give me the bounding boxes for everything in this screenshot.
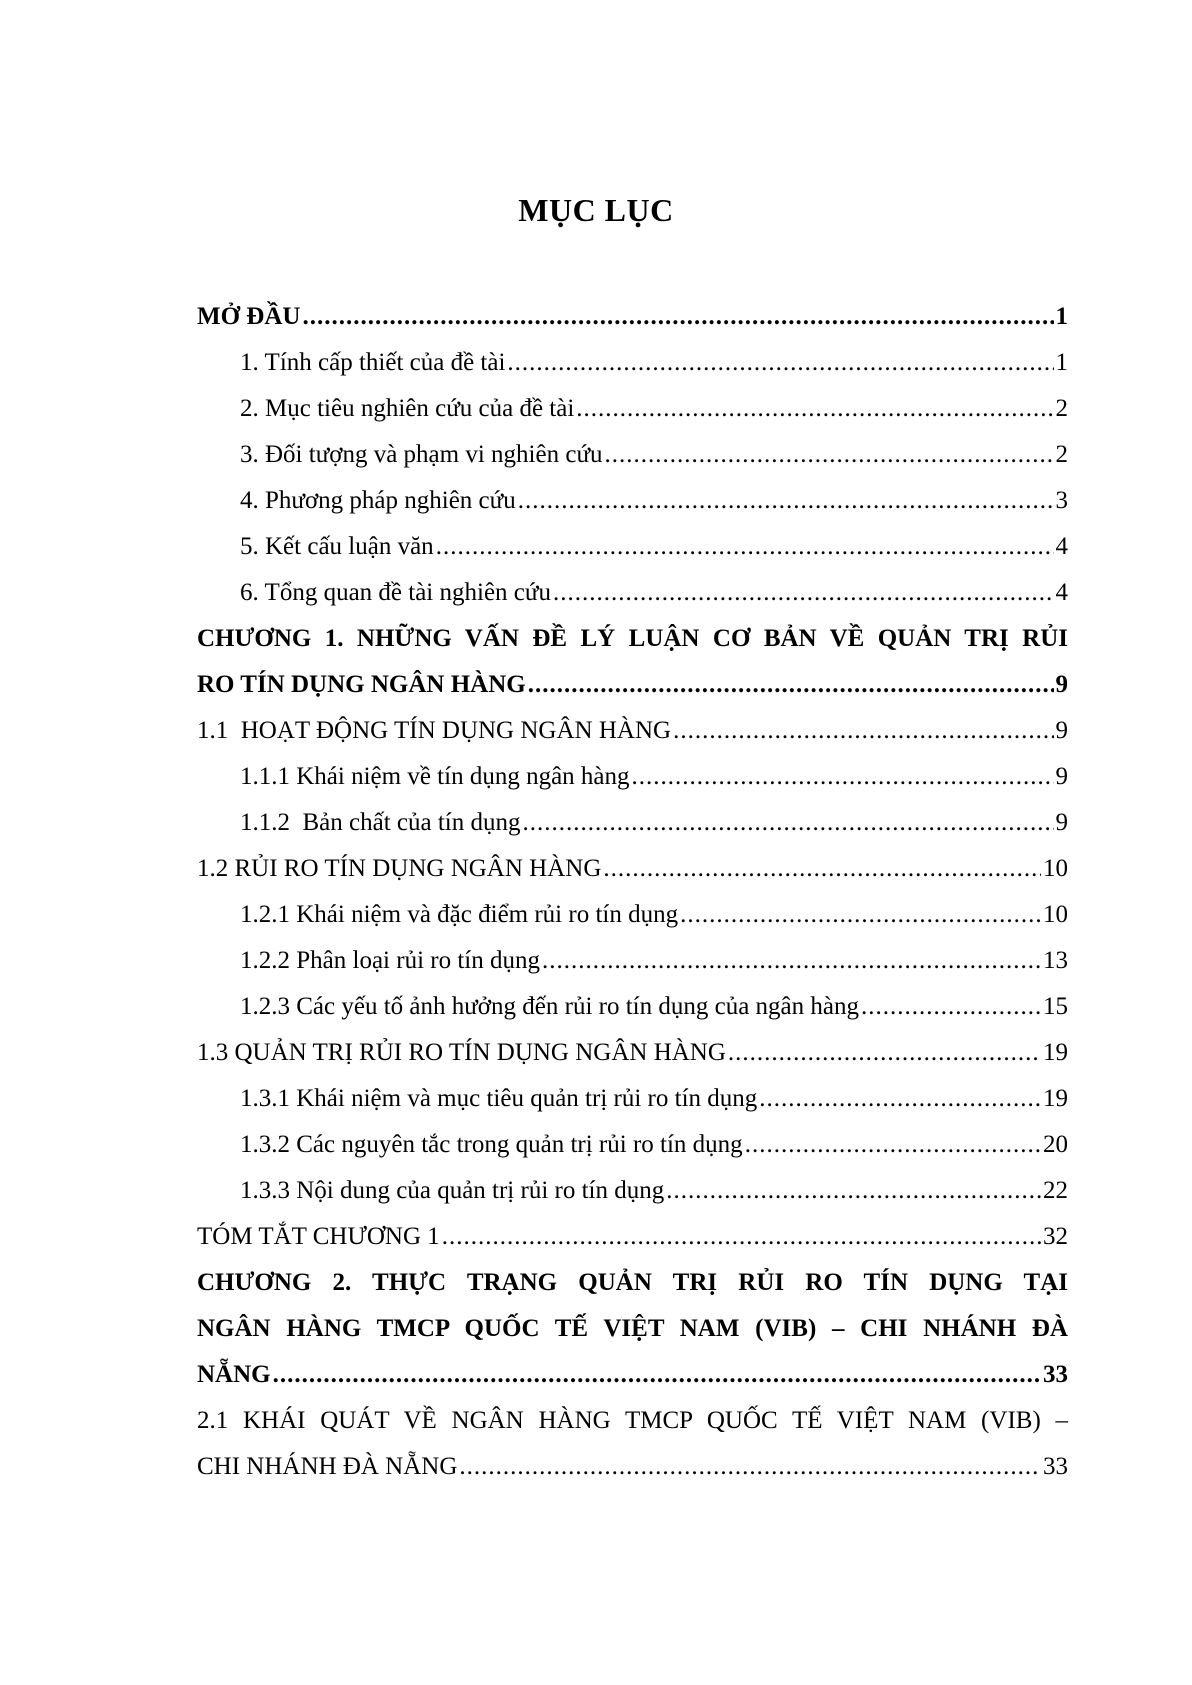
toc-entry-label: 3. Đối tượng và phạm vi nghiên cứu [240,441,603,468]
toc-entry-chapter-2[interactable] [197,1352,1068,1398]
toc-entry-page: 10 [1043,901,1068,928]
toc-entry-page: 19 [1043,1085,1068,1112]
toc-entry-1-2-3[interactable] [197,984,1068,1030]
page-title: MỤC LỤC [518,192,674,228]
dot-leader [632,754,1054,800]
toc-entry-1-3-2[interactable] [197,1122,1068,1168]
toc-entry-page: 2 [1055,441,1068,468]
toc-entry-summary-1[interactable] [197,1214,1068,1260]
toc-entry-page: 33 [1043,1453,1068,1480]
toc-entry-1-1[interactable] [197,708,1068,754]
table-of-contents [197,294,1068,1490]
toc-entry-chapter-2-line2[interactable] [197,1306,1068,1352]
toc-entry-1-2-2[interactable] [197,938,1068,984]
toc-entry-label: TÓM TẮT CHƯƠNG 1 [197,1223,440,1250]
toc-entry-label: CHI NHÁNH ĐÀ NẴNG [197,1453,458,1480]
toc-entry-1-2-1[interactable] [197,892,1068,938]
toc-entry-page: 1 [1055,303,1068,330]
toc-entry-page: 10 [1043,855,1068,882]
toc-entry-label: 4. Phương pháp nghiên cứu [240,487,516,514]
toc-entry-1-3-3[interactable] [197,1168,1068,1214]
dot-leader [666,1168,1041,1214]
toc-entry-label: 2. Mục tiêu nghiên cứu của đề tài [240,395,575,422]
dot-leader [680,892,1041,938]
toc-entry-page: 2 [1055,395,1068,422]
toc-entry-1-3-1[interactable] [197,1076,1068,1122]
dot-leader [523,800,1054,846]
dot-leader [861,984,1041,1030]
dot-leader [745,1122,1041,1168]
toc-entry-intro[interactable] [197,294,1068,340]
toc-entry-page: 13 [1043,947,1068,974]
toc-entry-page: 19 [1043,1039,1068,1066]
dot-leader [518,478,1054,524]
toc-entry-label: 6. Tổng quan đề tài nghiên cứu [240,579,551,606]
toc-entry-page: 9 [1055,809,1068,836]
toc-entry-page: 3 [1055,487,1068,514]
toc-entry-label: NẴNG [197,1361,271,1388]
dot-leader [553,570,1054,616]
toc-entry-label: 1.2 RỦI RO TÍN DỤNG NGÂN HÀNG [197,855,602,882]
toc-entry-label: 1.3.2 Các nguyên tắc trong quản trị rủi ro tín dụng [240,1131,743,1158]
dot-leader [605,432,1054,478]
toc-entry-label: RO TÍN DỤNG NGÂN HÀNG [197,671,526,698]
toc-entry-chapter-2-line1[interactable] [197,1260,1068,1306]
toc-entry-label: 1.1.1 Khái niệm về tín dụng ngân hàng [240,763,630,790]
toc-entry-page: 9 [1055,763,1068,790]
dot-leader [302,294,1053,340]
toc-entry-label: 1.3.1 Khái niệm và mục tiêu quản trị rủi ro tín dụng [240,1085,758,1112]
toc-entry-1-1-2[interactable] [197,800,1068,846]
dot-leader [542,938,1041,984]
toc-entry-label: CHƯƠNG 2. THỰC TRẠNG QUẢN TRỊ RỦI RO TÍN DỤNG TẠI [197,1269,1068,1296]
dot-leader [273,1352,1041,1398]
toc-entry-page: 15 [1043,993,1068,1020]
toc-entry-page: 20 [1043,1131,1068,1158]
dot-leader [436,524,1054,570]
dot-leader [459,1444,1041,1490]
toc-entry-intro-5[interactable] [197,524,1068,570]
toc-entry-label: NGÂN HÀNG TMCP QUỐC TẾ VIỆT NAM (VIB) – CHI NHÁNH ĐÀ [197,1315,1068,1342]
toc-entry-page: 22 [1043,1177,1068,1204]
toc-entry-label: 1.1 HOẠT ĐỘNG TÍN DỤNG NGÂN HÀNG [197,717,672,744]
toc-entry-intro-2[interactable] [197,386,1068,432]
dot-leader [528,662,1054,708]
toc-entry-1-1-1[interactable] [197,754,1068,800]
toc-entry-intro-6[interactable] [197,570,1068,616]
toc-entry-1-2[interactable] [197,846,1068,892]
dot-leader [759,1076,1041,1122]
toc-entry-page: 32 [1043,1223,1068,1250]
dot-leader [507,340,1053,386]
toc-entry-intro-4[interactable] [197,478,1068,524]
toc-entry-1-3[interactable] [197,1030,1068,1076]
toc-entry-label: 1. Tính cấp thiết của đề tài [240,349,506,376]
toc-entry-label: 5. Kết cấu luận văn [240,533,434,560]
toc-entry-intro-1[interactable] [197,340,1068,386]
toc-entry-label: 2.1 KHÁI QUÁT VỀ NGÂN HÀNG TMCP QUỐC TẾ VIỆT NAM (VIB) – [197,1407,1068,1434]
toc-entry-page: 4 [1055,579,1068,606]
toc-entry-label: CHƯƠNG 1. NHỮNG VẤN ĐỀ LÝ LUẬN CƠ BẢN VỀ QUẢN TRỊ RỦI [197,625,1068,652]
toc-entry-page: 9 [1055,717,1068,744]
dot-leader [673,708,1053,754]
toc-entry-chapter-1-line1[interactable] [197,616,1068,662]
toc-entry-label: 1.3.3 Nội dung của quản trị rủi ro tín dụng [240,1177,665,1204]
toc-entry-label: 1.2.2 Phân loại rủi ro tín dụng [240,947,540,974]
toc-entry-2-1-line1[interactable] [197,1398,1068,1444]
dot-leader [576,386,1053,432]
toc-entry-chapter-1[interactable] [197,662,1068,708]
toc-entry-2-1[interactable] [197,1444,1068,1490]
toc-entry-page: 4 [1055,533,1068,560]
toc-entry-label: 1.1.2 Bản chất của tín dụng [240,809,521,836]
dot-leader [603,846,1041,892]
toc-entry-label: MỞ ĐẦU [197,303,301,330]
toc-entry-label: 1.3 QUẢN TRỊ RỦI RO TÍN DỤNG NGÂN HÀNG [197,1039,726,1066]
toc-entry-label: 1.2.3 Các yếu tố ảnh hưởng đến rủi ro tín dụng của ngân hàng [240,993,859,1020]
toc-entry-label: 1.2.1 Khái niệm và đặc điểm rủi ro tín dụng [240,901,679,928]
toc-entry-intro-3[interactable] [197,432,1068,478]
toc-entry-page: 9 [1055,671,1068,698]
toc-entry-page: 1 [1055,349,1068,376]
toc-entry-page: 33 [1043,1361,1068,1388]
dot-leader [442,1214,1041,1260]
dot-leader [728,1030,1041,1076]
